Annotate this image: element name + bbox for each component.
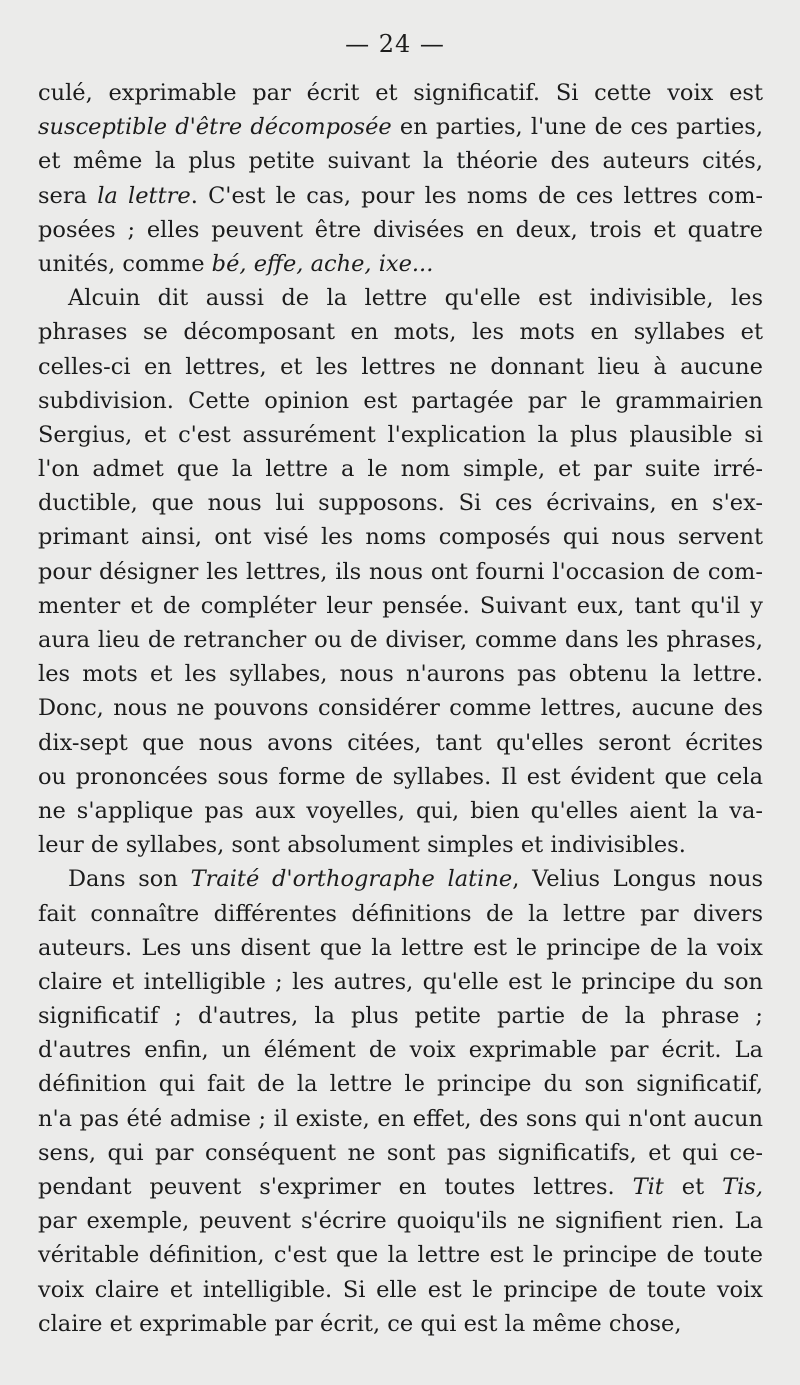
text-line bbox=[38, 828, 763, 862]
text-line bbox=[38, 794, 763, 828]
text-line bbox=[38, 76, 763, 110]
italic-text: Traité d'orthographe latine bbox=[190, 866, 513, 893]
text-segment: définition qui fait de la lettre le principe du son significatif, bbox=[38, 1071, 763, 1098]
text-segment: ou prononcées sous forme de syllabes. Il est évident que cela bbox=[38, 763, 763, 790]
text-line bbox=[38, 1238, 763, 1272]
text-segment: leur de syllabes, sont absolument simples et indivisibles. bbox=[38, 832, 686, 859]
text-segment: fait connaître différentes définitions de la lettre par divers bbox=[38, 900, 763, 927]
text-line bbox=[38, 1033, 763, 1067]
text-segment: voix claire et intelligible. Si elle est le principe de toute voix bbox=[38, 1276, 763, 1303]
text-line bbox=[38, 555, 763, 589]
text-segment: significatif ; d'autres, la plus petite partie de la phrase ; bbox=[38, 1003, 763, 1030]
text-segment: claire et exprimable par écrit, ce qui est la même chose, bbox=[38, 1310, 682, 1337]
text-line bbox=[38, 623, 763, 657]
text-segment: pour désigner les lettres, ils nous ont fourni l'occasion de com- bbox=[38, 558, 763, 585]
text-line bbox=[38, 999, 763, 1033]
italic-text: Tit bbox=[632, 1174, 664, 1200]
text-line bbox=[38, 760, 763, 794]
text-segment: claire et intelligible ; les autres, qu'elle est le principe du son bbox=[38, 968, 763, 995]
text-segment: ductible, que nous lui supposons. Si ces écrivains, en s'ex- bbox=[38, 490, 763, 517]
italic-text: susceptible d'être décomposée bbox=[38, 114, 392, 141]
text-line bbox=[38, 862, 763, 896]
text-line bbox=[38, 418, 763, 452]
text-segment: véritable définition, c'est que la lettre est le principe de toute bbox=[38, 1242, 763, 1269]
text-line bbox=[38, 726, 763, 760]
text-line bbox=[38, 179, 763, 213]
text-segment: et même la plus petite suivant la théorie des auteurs cités, bbox=[38, 148, 763, 175]
italic-text: Tis, bbox=[722, 1174, 763, 1200]
text-segment: pendant peuvent s'exprimer en toutes lettres. bbox=[38, 1174, 633, 1200]
text-line bbox=[38, 1067, 763, 1101]
text-segment: auteurs. Les uns disent que la lettre est le principe de la voix bbox=[38, 934, 763, 961]
text-segment: aura lieu de retrancher ou de diviser, comme dans les phrases, bbox=[38, 627, 763, 653]
text-segment: menter et de compléter leur pensée. Suivant eux, tant qu'il y bbox=[38, 592, 763, 619]
text-line bbox=[38, 589, 763, 623]
text-segment: celles-ci en lettres, et les lettres ne donnant lieu à aucune bbox=[38, 353, 763, 380]
text-line bbox=[38, 486, 763, 520]
text-segment: les mots et les syllabes, nous n'aurons pas obtenu la lettre. bbox=[38, 661, 763, 688]
text-segment: , Velius Longus nous bbox=[512, 866, 763, 893]
text-segment: primant ainsi, ont visé les noms composés qui nous servent bbox=[38, 524, 763, 551]
italic-text: la lettre bbox=[97, 182, 191, 209]
text-line bbox=[38, 452, 763, 486]
text-line bbox=[38, 1307, 763, 1341]
text-line bbox=[38, 213, 763, 247]
text-segment: d'autres enfin, un élément de voix exprimable par écrit. La bbox=[38, 1037, 763, 1064]
page-number: — 24 — bbox=[345, 30, 445, 58]
text-segment: n'a pas été admise ; il existe, en effet, des sons qui n'ont aucun bbox=[38, 1105, 763, 1132]
text-line bbox=[38, 384, 763, 418]
text-segment: par exemple, peuvent s'écrire quoiqu'ils ne signifient rien. La bbox=[38, 1208, 763, 1235]
text-segment: unités, comme bbox=[38, 250, 212, 277]
text-segment: dix-sept que nous avons citées, tant qu'elles seront écrites bbox=[38, 729, 763, 756]
text-line bbox=[38, 931, 763, 965]
text-line bbox=[38, 897, 763, 931]
text-line bbox=[38, 691, 763, 725]
text-line bbox=[38, 1102, 763, 1136]
text-segment: culé, exprimable par écrit et significatif. Si cette voix est bbox=[38, 80, 763, 106]
text-line bbox=[38, 965, 763, 999]
text-line bbox=[38, 144, 763, 178]
text-segment: sens, qui par conséquent ne sont pas significatifs, et qui ce- bbox=[38, 1139, 763, 1166]
text-segment: Alcuin dit aussi de la lettre qu'elle est indivisible, les bbox=[68, 285, 763, 312]
text-segment: . C'est le cas, pour les noms de ces lettres com- bbox=[190, 182, 764, 209]
text-segment: posées ; elles peuvent être divisées en deux, trois et quatre bbox=[38, 216, 763, 243]
text-segment: phrases se décomposant en mots, les mots en syllabes et bbox=[38, 319, 763, 346]
italic-text: bé, effe, ache, ixe... bbox=[211, 250, 434, 277]
text-line bbox=[38, 315, 763, 349]
text-line bbox=[38, 281, 763, 315]
text-segment: Dans son bbox=[68, 866, 191, 893]
text-line bbox=[38, 657, 763, 691]
body-text bbox=[38, 76, 763, 1341]
text-line bbox=[38, 1136, 763, 1170]
text-line bbox=[38, 520, 763, 554]
text-segment: Sergius, et c'est assurément l'explication la plus plausible si bbox=[38, 421, 763, 448]
text-segment: sera bbox=[38, 182, 98, 209]
text-line bbox=[38, 110, 763, 144]
text-segment: Donc, nous ne pouvons considérer comme lettres, aucune des bbox=[38, 695, 763, 722]
text-segment: ne s'applique pas aux voyelles, qui, bien qu'elles aient la va- bbox=[38, 797, 763, 824]
text-segment: et bbox=[663, 1174, 723, 1200]
text-line bbox=[38, 1273, 763, 1307]
text-line bbox=[38, 247, 763, 281]
text-segment: subdivision. Cette opinion est partagée par le grammairien bbox=[38, 387, 763, 414]
text-segment: en parties, l'une de ces parties, bbox=[391, 114, 763, 141]
text-line bbox=[38, 350, 763, 384]
text-line bbox=[38, 1170, 763, 1204]
text-line bbox=[38, 1204, 763, 1238]
text-segment: l'on admet que la lettre a le nom simple, et par suite irré- bbox=[38, 456, 763, 483]
